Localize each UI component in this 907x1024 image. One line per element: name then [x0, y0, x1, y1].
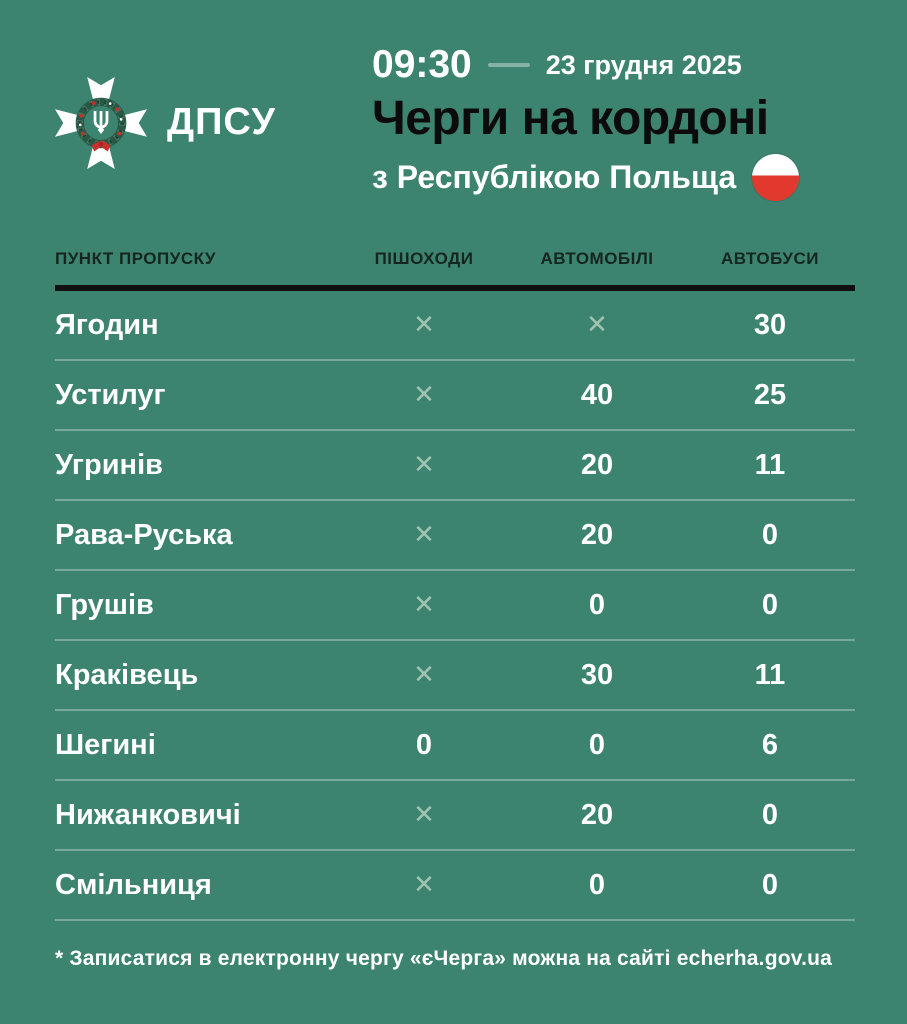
cell-point: Нижанковичі: [55, 798, 241, 831]
table-row: [55, 851, 855, 921]
page-title: Черги на кордоні: [372, 91, 769, 145]
table-header-row: [55, 249, 855, 285]
cell-buses: 11: [754, 658, 786, 691]
cell-buses: 6: [761, 728, 779, 761]
header-text-block: [372, 42, 855, 201]
cell-point: Ягодин: [55, 308, 159, 341]
cell-buses: 0: [761, 798, 779, 831]
brand: [55, 42, 372, 201]
cell-point: Устилуг: [55, 378, 166, 411]
table-row: [55, 501, 855, 571]
cell-pedestrians: ✕: [413, 520, 435, 551]
cell-cars: 0: [588, 728, 606, 761]
table-row: [55, 291, 855, 361]
subtitle: з Республікою Польща: [372, 159, 737, 196]
table-row: [55, 711, 855, 781]
table-body: [55, 291, 855, 921]
cell-buses: 0: [761, 868, 779, 901]
cell-cars: ✕: [586, 310, 608, 341]
subtitle-row: [372, 154, 855, 201]
cell-buses: 0: [761, 518, 779, 551]
cell-cars: 30: [580, 658, 614, 691]
table-row: [55, 641, 855, 711]
time: 09:30: [372, 43, 472, 86]
cell-pedestrians: ✕: [413, 450, 435, 481]
time-row: [372, 44, 855, 87]
cell-cars: 20: [580, 518, 614, 551]
poland-flag-icon: [752, 154, 799, 201]
cell-buses: 11: [754, 448, 786, 481]
cell-buses: 0: [761, 588, 779, 621]
cell-pedestrians: ✕: [413, 870, 435, 901]
cell-cars: 20: [580, 448, 614, 481]
table-row: [55, 361, 855, 431]
cell-buses: 30: [753, 308, 787, 341]
cell-point: Смільниця: [55, 868, 212, 901]
cell-pedestrians: ✕: [413, 800, 435, 831]
cell-pedestrians: ✕: [413, 380, 435, 411]
cell-pedestrians: ✕: [413, 590, 435, 621]
table-row: [55, 571, 855, 641]
cell-point: Краківець: [55, 658, 199, 691]
dash-divider: [488, 63, 530, 67]
queues-table: [55, 249, 855, 921]
column-header-cars: АВТОМОБІЛІ: [540, 249, 654, 269]
date: 23 грудня 2025: [545, 49, 742, 80]
cell-cars: 0: [588, 588, 606, 621]
cell-point: Угринів: [55, 448, 163, 481]
column-header-buses: АВТОБУСИ: [721, 249, 819, 269]
cell-pedestrians: ✕: [413, 310, 435, 341]
cell-cars: 20: [580, 798, 614, 831]
column-header-point: ПУНКТ ПРОПУСКУ: [55, 249, 216, 269]
table-row: [55, 431, 855, 501]
cell-cars: 40: [580, 378, 614, 411]
cell-point: Шегині: [55, 728, 156, 761]
cell-buses: 25: [753, 378, 787, 411]
column-header-pedestrians: ПІШОХОДИ: [374, 249, 474, 269]
cell-cars: 0: [588, 868, 606, 901]
cell-point: Грушів: [55, 588, 154, 621]
cell-point: Рава-Руська: [55, 518, 233, 551]
cell-pedestrians: ✕: [413, 660, 435, 691]
brand-name: ДПСУ: [167, 101, 276, 144]
table-row: [55, 781, 855, 851]
header: [0, 0, 907, 201]
dpsu-emblem-icon: [55, 77, 147, 169]
cell-pedestrians: 0: [415, 728, 433, 761]
footer-note: * Записатися в електронну чергу «єЧерга» можна на сайті echerha.gov.ua: [55, 947, 833, 971]
